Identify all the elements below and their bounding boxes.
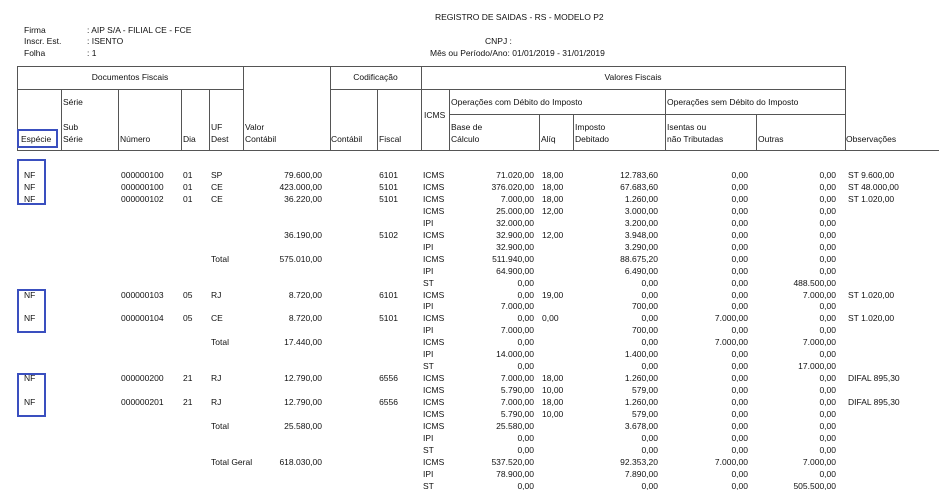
inscricao-label: Inscr. Est. — [24, 36, 62, 46]
cell-isentas: 0,00 — [731, 481, 748, 491]
cell-fiscal: 5101 — [379, 182, 398, 192]
header-sub-serie-2: Série — [63, 134, 83, 144]
cell-outras: 0,00 — [819, 409, 836, 419]
cell-fiscal: 5101 — [379, 313, 398, 323]
cell-uf: CE — [211, 182, 223, 192]
folha-label: Folha — [24, 48, 46, 58]
cell-imposto-debitado: 67.683,60 — [620, 182, 658, 192]
cell-especie: NF — [24, 373, 36, 383]
cell-tipo-imposto: IPI — [423, 325, 434, 335]
cell-base-calculo: 32.000,00 — [496, 218, 534, 228]
cell-imposto-debitado: 0,00 — [641, 290, 658, 300]
cell-valor-contabil: 12.790,00 — [284, 397, 322, 407]
cell-numero: 000000200 — [121, 373, 164, 383]
cell-base-calculo: 25.580,00 — [496, 421, 534, 431]
inscricao-value: : ISENTO — [87, 36, 124, 46]
cell-isentas: 0,00 — [731, 349, 748, 359]
cell-tipo-imposto: IPI — [423, 349, 434, 359]
cell-imposto-debitado: 6.490,00 — [624, 266, 658, 276]
cell-aliquota: 19,00 — [542, 290, 564, 300]
cell-isentas: 0,00 — [731, 182, 748, 192]
header-serie: Série — [63, 97, 83, 107]
cell-aliquota: 18,00 — [542, 182, 564, 192]
cell-outras: 0,00 — [819, 385, 836, 395]
header-op-com-debito: Operações com Débito do Imposto — [451, 97, 583, 107]
cell-imposto-debitado: 1.260,00 — [624, 194, 658, 204]
cell-uf: Total — [211, 337, 229, 347]
cell-base-calculo: 511.940,00 — [492, 254, 534, 264]
cell-base-calculo: 0,00 — [517, 290, 534, 300]
cell-isentas: 0,00 — [731, 218, 748, 228]
cell-imposto-debitado: 88.675,20 — [620, 254, 658, 264]
cell-imposto-debitado: 579,00 — [632, 385, 658, 395]
cell-numero: 000000103 — [121, 290, 164, 300]
cell-tipo-imposto: ICMS — [423, 230, 445, 240]
header-op-sem-debito: Operações sem Débito do Imposto — [667, 97, 799, 107]
cell-tipo-imposto: ICMS — [423, 313, 445, 323]
cell-aliquota: 12,00 — [542, 206, 564, 216]
cell-isentas: 0,00 — [731, 290, 748, 300]
cell-especie: NF — [24, 182, 36, 192]
cell-isentas: 0,00 — [731, 385, 748, 395]
period: Mês ou Período/Ano: 01/01/2019 - 31/01/2019 — [430, 48, 605, 58]
cell-valor-contabil: 575.010,00 — [279, 254, 322, 264]
cell-base-calculo: 7.000,00 — [500, 373, 534, 383]
cell-base-calculo: 5.790,00 — [500, 409, 534, 419]
cell-base-calculo: 78.900,00 — [496, 469, 534, 479]
header-isentas-2: não Tributadas — [667, 134, 724, 144]
cell-outras: 0,00 — [819, 254, 836, 264]
cell-base-calculo: 0,00 — [517, 361, 534, 371]
cell-isentas: 0,00 — [731, 170, 748, 180]
cell-dia: 01 — [183, 194, 193, 204]
cell-imposto-debitado: 0,00 — [641, 313, 658, 323]
cell-aliquota: 18,00 — [542, 194, 564, 204]
cell-uf: RJ — [211, 373, 222, 383]
cell-tipo-imposto: ICMS — [423, 421, 445, 431]
cell-imposto-debitado: 700,00 — [632, 325, 658, 335]
cell-tipo-imposto: IPI — [423, 218, 434, 228]
cell-imposto-debitado: 1.260,00 — [624, 397, 658, 407]
cell-observacoes: ST 9.600,00 — [848, 170, 895, 180]
cell-isentas: 0,00 — [731, 325, 748, 335]
header-outras: Outras — [758, 134, 784, 144]
cell-tipo-imposto: ICMS — [423, 182, 445, 192]
cell-uf: RJ — [211, 290, 222, 300]
nf-group-highlight-3 — [17, 373, 46, 417]
cell-observacoes: ST 48.000,00 — [848, 182, 899, 192]
header-valores-fiscais: Valores Fiscais — [604, 72, 662, 82]
cell-tipo-imposto: IPI — [423, 301, 434, 311]
cell-outras: 0,00 — [819, 182, 836, 192]
cell-especie: NF — [24, 313, 36, 323]
cell-observacoes: ST 1.020,00 — [848, 290, 895, 300]
cell-imposto-debitado: 0,00 — [641, 361, 658, 371]
cell-valor-contabil: 36.220,00 — [284, 194, 322, 204]
cell-valor-contabil: 36.190,00 — [284, 230, 322, 240]
header-codificacao: Codificação — [353, 72, 398, 82]
cell-tipo-imposto: ICMS — [423, 170, 445, 180]
cell-outras: 0,00 — [819, 266, 836, 276]
cell-outras: 7.000,00 — [802, 457, 836, 467]
header-imposto-1: Imposto — [575, 122, 606, 132]
cell-isentas: 0,00 — [731, 194, 748, 204]
cell-isentas: 0,00 — [731, 254, 748, 264]
cell-especie: NF — [24, 290, 36, 300]
cell-dia: 01 — [183, 182, 193, 192]
cell-outras: 7.000,00 — [802, 337, 836, 347]
cell-isentas: 0,00 — [731, 373, 748, 383]
header-isentas-1: Isentas ou — [667, 122, 707, 132]
cell-isentas: 0,00 — [731, 469, 748, 479]
cell-valor-contabil: 8.720,00 — [288, 290, 322, 300]
cell-outras: 488.500,00 — [793, 278, 836, 288]
header-documentos-fiscais: Documentos Fiscais — [91, 72, 169, 82]
cell-isentas: 0,00 — [731, 397, 748, 407]
cell-uf: RJ — [211, 397, 222, 407]
cell-valor-contabil: 618.030,00 — [279, 457, 322, 467]
cell-uf: Total — [211, 254, 229, 264]
especie-header-highlight — [17, 129, 58, 148]
cell-base-calculo: 376.020,00 — [491, 182, 534, 192]
cell-numero: 000000201 — [121, 397, 164, 407]
cell-observacoes: ST 1.020,00 — [848, 194, 895, 204]
header-sub-serie-1: Sub — [63, 122, 79, 132]
cell-uf: Total Geral — [211, 457, 253, 467]
cell-isentas: 0,00 — [731, 266, 748, 276]
cell-outras: 0,00 — [819, 194, 836, 204]
cell-isentas: 0,00 — [731, 421, 748, 431]
cell-fiscal: 6556 — [379, 373, 398, 383]
cell-imposto-debitado: 3.290,00 — [624, 242, 658, 252]
cell-valor-contabil: 8.720,00 — [288, 313, 322, 323]
cell-dia: 05 — [183, 290, 193, 300]
cell-outras: 0,00 — [819, 469, 836, 479]
cell-outras: 0,00 — [819, 325, 836, 335]
cell-outras: 0,00 — [819, 301, 836, 311]
cell-valor-contabil: 423.000,00 — [279, 182, 322, 192]
cell-isentas: 7.000,00 — [714, 313, 748, 323]
cell-numero: 000000100 — [121, 182, 164, 192]
cell-outras: 7.000,00 — [802, 290, 836, 300]
cell-isentas: 0,00 — [731, 206, 748, 216]
header-dia: Dia — [183, 134, 196, 144]
cell-base-calculo: 0,00 — [517, 433, 534, 443]
cell-fiscal: 6556 — [379, 397, 398, 407]
cell-aliquota: 18,00 — [542, 373, 564, 383]
cell-isentas: 0,00 — [731, 445, 748, 455]
cell-imposto-debitado: 579,00 — [632, 409, 658, 419]
cell-outras: 0,00 — [819, 421, 836, 431]
cell-numero: 000000102 — [121, 194, 164, 204]
cell-isentas: 0,00 — [731, 361, 748, 371]
cell-base-calculo: 7.000,00 — [500, 194, 534, 204]
cell-especie: NF — [24, 194, 36, 204]
cell-outras: 0,00 — [819, 373, 836, 383]
cell-imposto-debitado: 700,00 — [632, 301, 658, 311]
cell-aliquota: 18,00 — [542, 397, 564, 407]
cell-especie: NF — [24, 397, 36, 407]
cell-tipo-imposto: IPI — [423, 242, 434, 252]
cell-tipo-imposto: ST — [423, 361, 434, 371]
cell-valor-contabil: 17.440,00 — [284, 337, 322, 347]
cell-numero: 000000100 — [121, 170, 164, 180]
cell-base-calculo: 7.000,00 — [500, 325, 534, 335]
cell-imposto-debitado: 3.200,00 — [624, 218, 658, 228]
cell-imposto-debitado: 3.948,00 — [624, 230, 658, 240]
header-base-1: Base de — [451, 122, 483, 132]
cell-isentas: 7.000,00 — [714, 337, 748, 347]
cell-imposto-debitado: 92.353,20 — [620, 457, 658, 467]
cell-base-calculo: 32.900,00 — [496, 230, 534, 240]
cell-fiscal: 6101 — [379, 290, 398, 300]
header-especie: Espécie — [21, 134, 52, 144]
cell-numero: 000000104 — [121, 313, 164, 323]
cell-tipo-imposto: ICMS — [423, 373, 445, 383]
cell-isentas: 0,00 — [731, 433, 748, 443]
folha-value: : 1 — [87, 48, 97, 58]
cell-base-calculo: 0,00 — [517, 481, 534, 491]
cell-base-calculo: 0,00 — [517, 445, 534, 455]
cell-isentas: 0,00 — [731, 278, 748, 288]
cell-imposto-debitado: 0,00 — [641, 278, 658, 288]
cell-outras: 0,00 — [819, 445, 836, 455]
cell-base-calculo: 64.900,00 — [496, 266, 534, 276]
cell-imposto-debitado: 1.400,00 — [624, 349, 658, 359]
cell-base-calculo: 0,00 — [517, 337, 534, 347]
cell-tipo-imposto: ST — [423, 445, 434, 455]
cell-observacoes: DIFAL 895,30 — [848, 397, 900, 407]
cell-dia: 21 — [183, 373, 193, 383]
cell-valor-contabil: 12.790,00 — [284, 373, 322, 383]
cell-tipo-imposto: ICMS — [423, 409, 445, 419]
cell-outras: 0,00 — [819, 170, 836, 180]
header-uf-2: Dest — [211, 134, 229, 144]
header-aliq: Alíq — [541, 134, 556, 144]
cell-tipo-imposto: ICMS — [423, 337, 445, 347]
cell-tipo-imposto: ICMS — [423, 397, 445, 407]
cell-valor-contabil: 79.600,00 — [284, 170, 322, 180]
cell-fiscal: 5101 — [379, 194, 398, 204]
cell-tipo-imposto: ICMS — [423, 254, 445, 264]
cell-aliquota: 0,00 — [542, 313, 559, 323]
cell-tipo-imposto: IPI — [423, 469, 434, 479]
cell-uf: Total — [211, 421, 229, 431]
header-valor-1: Valor — [245, 122, 265, 132]
cell-imposto-debitado: 3.678,00 — [624, 421, 658, 431]
cell-outras: 0,00 — [819, 206, 836, 216]
header-observacoes: Observações — [846, 134, 897, 144]
cnpj-label: CNPJ : — [485, 36, 512, 46]
cell-outras: 0,00 — [819, 433, 836, 443]
cell-fiscal: 5102 — [379, 230, 398, 240]
cell-valor-contabil: 25.580,00 — [284, 421, 322, 431]
cell-imposto-debitado: 0,00 — [641, 445, 658, 455]
header-icms: ICMS — [424, 110, 446, 120]
cell-outras: 0,00 — [819, 313, 836, 323]
cell-base-calculo: 25.000,00 — [496, 206, 534, 216]
cell-base-calculo: 5.790,00 — [500, 385, 534, 395]
cell-isentas: 0,00 — [731, 230, 748, 240]
cell-isentas: 7.000,00 — [714, 457, 748, 467]
cell-imposto-debitado: 0,00 — [641, 481, 658, 491]
cell-imposto-debitado: 7.890,00 — [624, 469, 658, 479]
cell-tipo-imposto: ST — [423, 278, 434, 288]
nf-group-highlight-1 — [17, 159, 46, 205]
cell-tipo-imposto: ICMS — [423, 457, 445, 467]
cell-dia: 01 — [183, 170, 193, 180]
cell-isentas: 0,00 — [731, 242, 748, 252]
cell-tipo-imposto: ICMS — [423, 290, 445, 300]
cell-tipo-imposto: ICMS — [423, 385, 445, 395]
cell-uf: CE — [211, 194, 223, 204]
cell-aliquota: 12,00 — [542, 230, 564, 240]
nf-group-highlight-2 — [17, 289, 46, 333]
cell-outras: 0,00 — [819, 230, 836, 240]
cell-imposto-debitado: 0,00 — [641, 433, 658, 443]
cell-aliquota: 18,00 — [542, 170, 564, 180]
cell-tipo-imposto: IPI — [423, 433, 434, 443]
cell-outras: 0,00 — [819, 397, 836, 407]
cell-aliquota: 10,00 — [542, 385, 564, 395]
cell-aliquota: 10,00 — [542, 409, 564, 419]
cell-base-calculo: 71.020,00 — [496, 170, 534, 180]
cell-uf: SP — [211, 170, 223, 180]
cell-imposto-debitado: 12.783,60 — [620, 170, 658, 180]
header-uf-1: UF — [211, 122, 223, 132]
cell-base-calculo: 537.520,00 — [491, 457, 534, 467]
cell-tipo-imposto: ST — [423, 481, 434, 491]
cell-outras: 0,00 — [819, 218, 836, 228]
cell-dia: 21 — [183, 397, 193, 407]
cell-base-calculo: 14.000,00 — [496, 349, 534, 359]
firma-label: Firma — [24, 25, 46, 35]
cell-outras: 0,00 — [819, 349, 836, 359]
cell-tipo-imposto: ICMS — [423, 206, 445, 216]
header-imposto-2: Debitado — [575, 134, 610, 144]
cell-tipo-imposto: IPI — [423, 266, 434, 276]
cell-base-calculo: 32.900,00 — [496, 242, 534, 252]
header-base-2: Cálculo — [451, 134, 480, 144]
cell-tipo-imposto: ICMS — [423, 194, 445, 204]
report-title: REGISTRO DE SAIDAS - RS - MODELO P2 — [435, 12, 604, 22]
header-fiscal: Fiscal — [379, 134, 402, 144]
cell-isentas: 0,00 — [731, 301, 748, 311]
header-numero: Número — [120, 134, 151, 144]
cell-outras: 0,00 — [819, 242, 836, 252]
cell-imposto-debitado: 1.260,00 — [624, 373, 658, 383]
cell-base-calculo: 7.000,00 — [500, 397, 534, 407]
cell-uf: CE — [211, 313, 223, 323]
cell-dia: 05 — [183, 313, 193, 323]
cell-fiscal: 6101 — [379, 170, 398, 180]
cell-imposto-debitado: 3.000,00 — [624, 206, 658, 216]
cell-base-calculo: 0,00 — [517, 278, 534, 288]
cell-especie: NF — [24, 170, 36, 180]
cell-outras: 17.000,00 — [798, 361, 836, 371]
cell-isentas: 0,00 — [731, 409, 748, 419]
header-valor-2: Contábil — [245, 134, 277, 144]
cell-observacoes: DIFAL 895,30 — [848, 373, 900, 383]
firma-value: : AIP S/A - FILIAL CE - FCE — [87, 25, 192, 35]
cell-imposto-debitado: 0,00 — [641, 337, 658, 347]
cell-base-calculo: 0,00 — [517, 313, 534, 323]
cell-base-calculo: 7.000,00 — [500, 301, 534, 311]
header-contabil: Contábil — [331, 134, 363, 144]
cell-observacoes: ST 1.020,00 — [848, 313, 895, 323]
cell-outras: 505.500,00 — [793, 481, 836, 491]
